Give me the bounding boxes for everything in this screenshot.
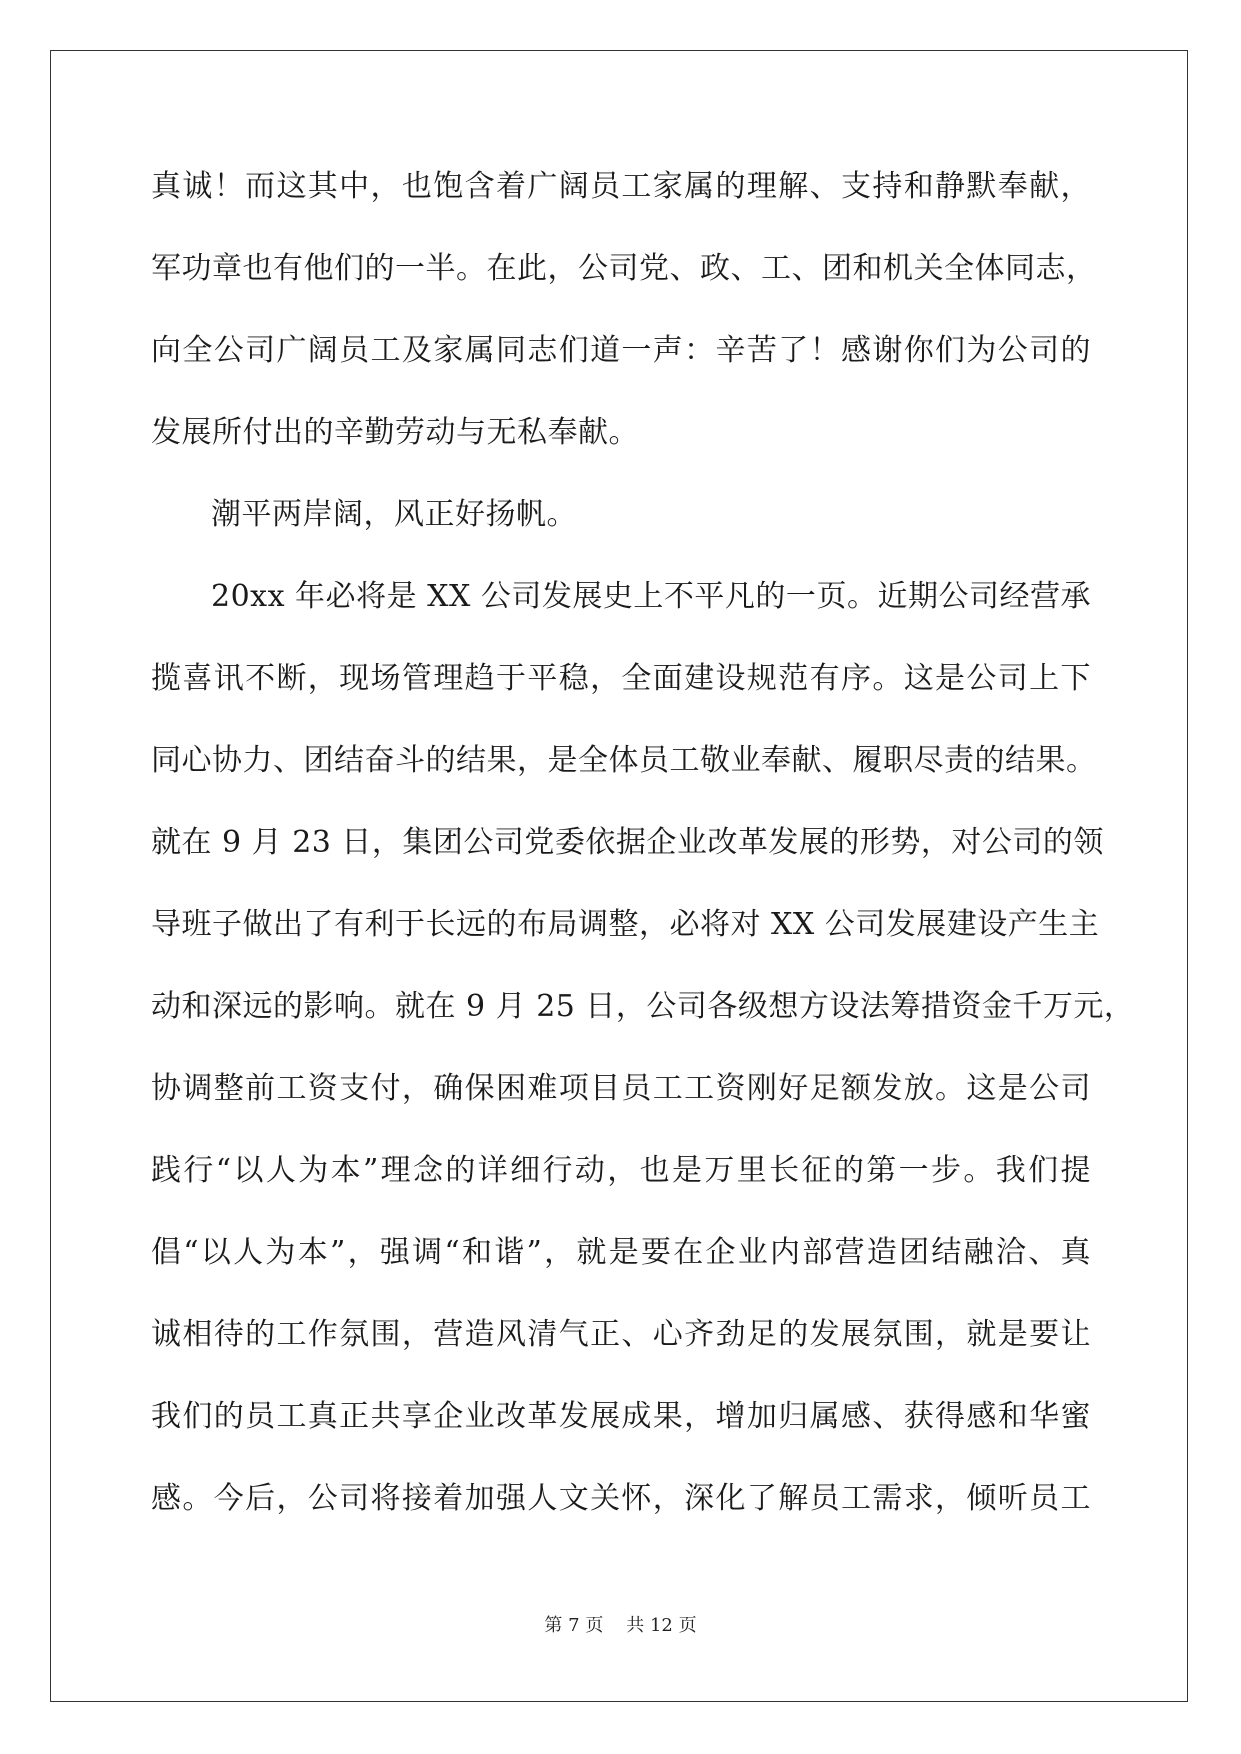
text-line: 协调整前工资支付，确保困难项目员工工资刚好足额发放。这是公司 [151,1071,1091,1106]
document-body [151,162,1135,1556]
text-line: 动和深远的影响。就在 9 月 25 日，公司各级想方设法筹措资金千万元， [151,989,1135,1024]
text-line: 发展所付出的辛勤劳动与无私奉献。 [151,415,639,450]
page-total: 共 12 页 [626,1615,697,1636]
text-line: 就在 9 月 23 日，集团公司党委依据企业改革发展的形势，对公司的领 [151,825,1104,860]
text-line: 军功章也有他们的一半。在此，公司党、政、工、团和机关全体同志， [151,251,1097,286]
text-line: 同心协力、团结奋斗的结果，是全体员工敬业奉献、履职尽责的结果。 [151,743,1097,778]
page-footer [0,1614,1241,1638]
text-line: 揽喜讯不断，现场管理趋于平稳，全面建设规范有序。这是公司上下 [151,661,1091,696]
text-line: 导班子做出了有利于长远的布局调整，必将对 XX 公司发展建设产生主 [151,907,1100,942]
text-line: 20xx 年必将是 XX 公司发展史上不平凡的一页。近期公司经营承 [211,579,1091,614]
text-line: 践行“以人为本”理念的详细行动，也是万里长征的第一步。我们提 [151,1153,1091,1188]
text-line: 向全公司广阔员工及家属同志们道一声：辛苦了！感谢你们为公司的 [151,333,1091,368]
page-number: 第 7 页 [544,1615,604,1636]
text-line: 倡“以人为本”，强调“和谐”，就是要在企业内部营造团结融洽、真 [151,1235,1091,1270]
text-line: 感。今后，公司将接着加强人文关怀，深化了解员工需求，倾听员工 [151,1481,1091,1516]
text-line: 我们的员工真正共享企业改革发展成果，增加归属感、获得感和华蜜 [151,1399,1091,1434]
text-line: 真诚！而这其中，也饱含着广阔员工家属的理解、支持和静默奉献， [151,169,1091,204]
text-line: 诚相待的工作氛围，营造风清气正、心齐劲足的发展氛围，就是要让 [151,1317,1091,1352]
text-line: 潮平两岸阔，风正好扬帆。 [211,497,577,532]
